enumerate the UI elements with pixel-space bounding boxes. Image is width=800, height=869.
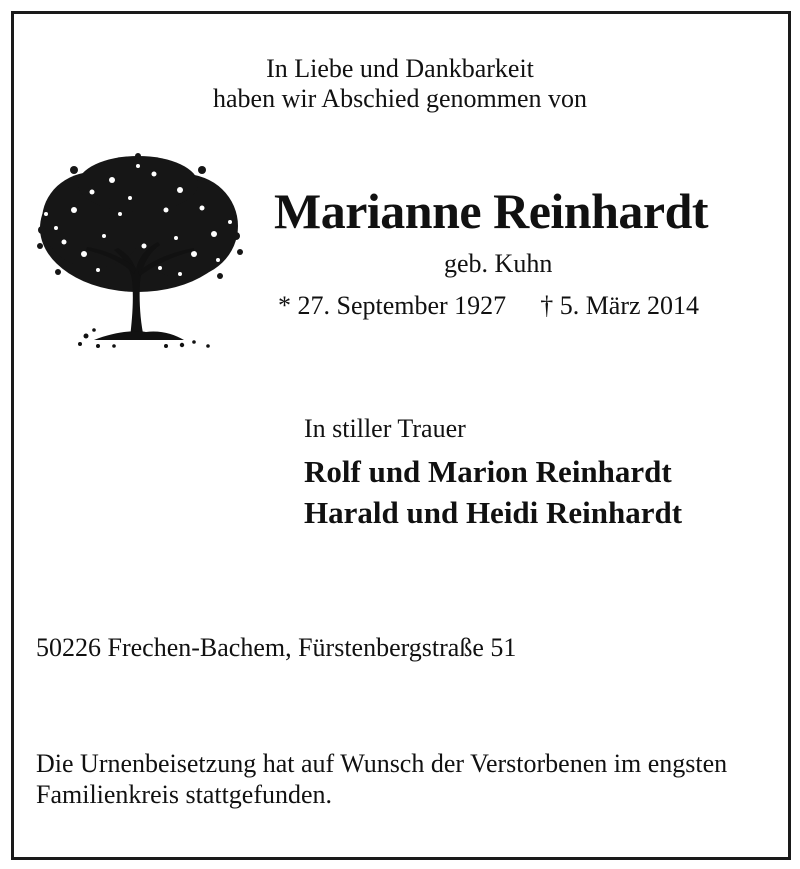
- mourning-heading: In stiller Trauer: [304, 414, 466, 443]
- address: 50226 Frechen-Bachem, Fürstenbergstraße 51: [36, 633, 517, 662]
- deceased-name: Marianne Reinhardt: [274, 183, 709, 239]
- family-name-2: Harald und Heidi Reinhardt: [304, 495, 683, 530]
- life-dates: [278, 291, 699, 321]
- family-name-1: Rolf und Marion Reinhardt: [304, 454, 672, 489]
- tree-icon: [34, 150, 246, 350]
- intro-line-1: In Liebe und Dankbarkeit: [266, 54, 534, 83]
- birth-date: * 27. September 1927: [278, 291, 507, 320]
- death-date: † 5. März 2014: [540, 291, 700, 320]
- funeral-note: Die Urnenbeisetzung hat auf Wunsch der Verstorbenen im engsten Familienkreis stattgefunden.: [36, 749, 728, 809]
- maiden-name: geb. Kuhn: [444, 249, 553, 278]
- intro-line-2: haben wir Abschied genommen von: [212, 84, 588, 113]
